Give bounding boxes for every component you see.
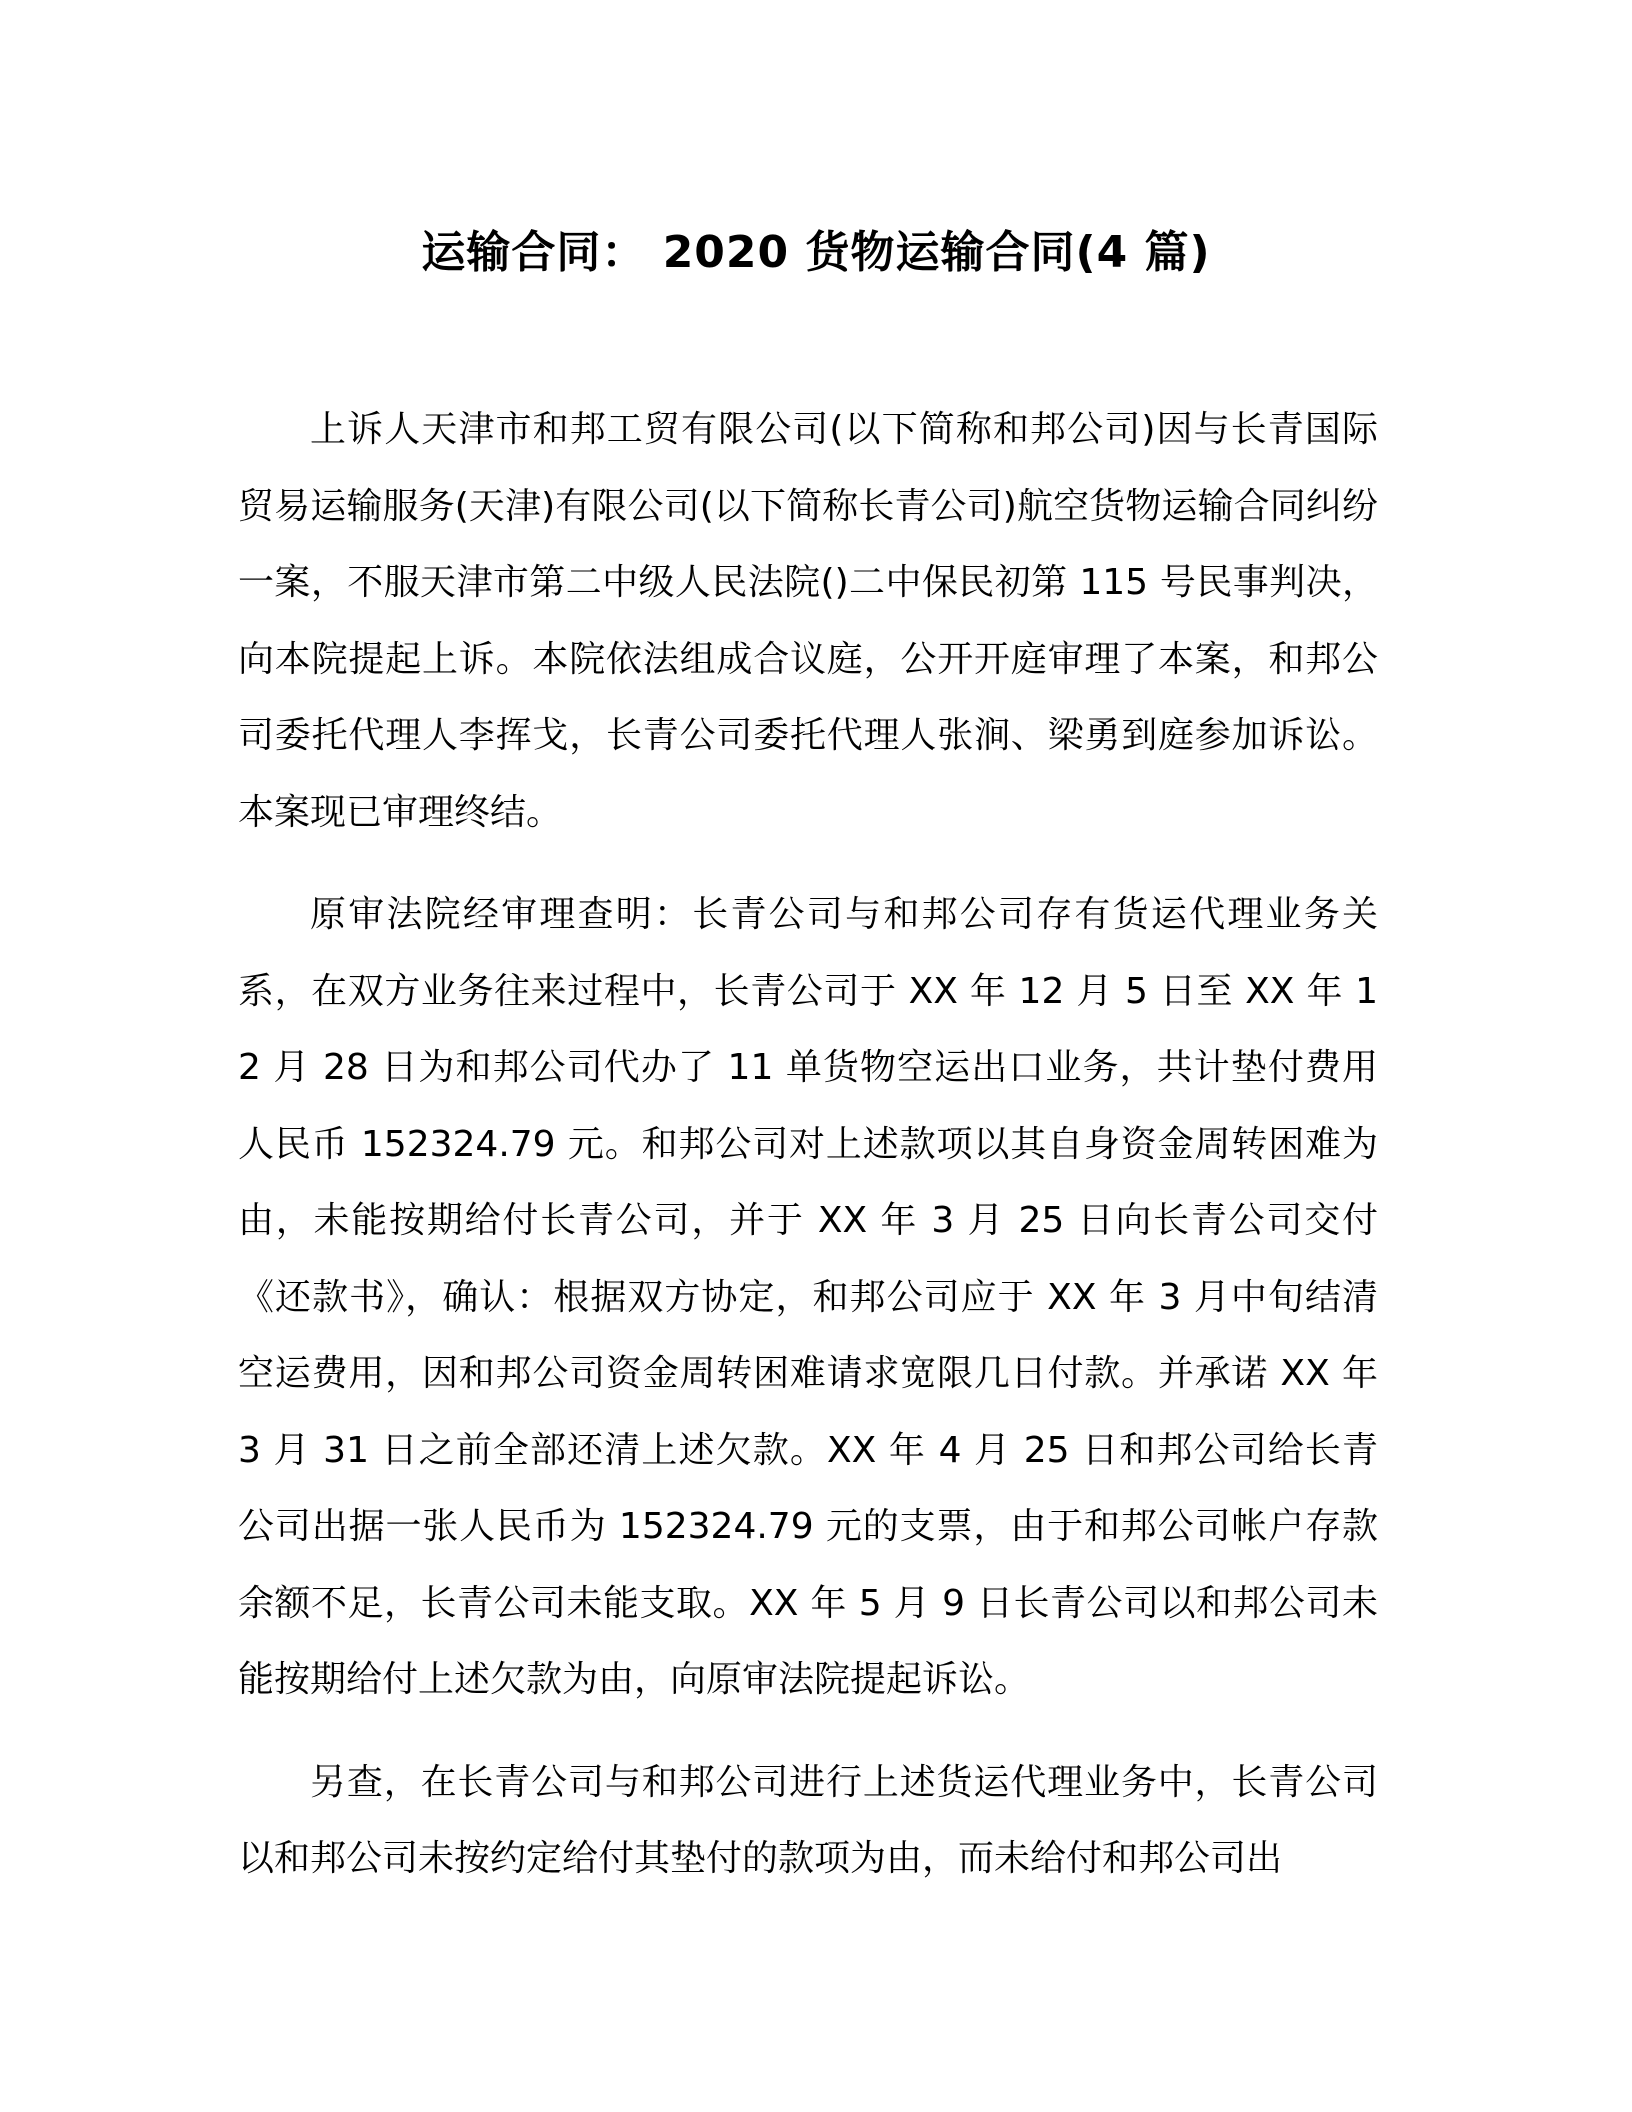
document-body	[238, 392, 1378, 1924]
page-title: 运输合同： 2020 货物运输合同(4 篇)	[421, 227, 1211, 278]
paragraph-facts: 原审法院经审理查明：长青公司与和邦公司存有货运代理业务关系，在双方业务往来过程中，长青公司于 XX 年 12 月 5 日至 XX 年 12 月 28 日为和邦公司代办了 11 单货物空运出口业务，共计垫付费用人民币 152324.79 元。和邦公司对上述款项以其自身资金周转困难为由，未能按期给付长青公司，并于 XX 年 3 月 25 日向长青公司交付《还款书》，确认：根据双方协定，和邦公司应于 XX 年 3 月中旬结清空运费用，因和邦公司资金周转困难请求宽限几日付款。并承诺 XX 年 3 月 31 日之前全部还清上述欠款。XX 年 4 月 25 日和邦公司给长青公司出据一张人民币为 152324.79 元的支票，由于和邦公司帐户存款余额不足，长青公司未能支取。XX 年 5 月 9 日长青公司以和邦公司未能按期给付上述欠款为由，向原审法院提起诉讼。	[238, 894, 1378, 1700]
paragraph-appeal: 上诉人天津市和邦工贸有限公司(以下简称和邦公司)因与长青国际贸易运输服务(天津)有限公司(以下简称长青公司)航空货物运输合同纠纷一案，不服天津市第二中级人民法院()二中保民初第 115 号民事判决，向本院提起上诉。本院依法组成合议庭，公开开庭审理了本案，和邦公司委托代理人李挥戈，长青公司委托代理人张涧、梁勇到庭参加诉讼。本案现已审理终结。	[238, 409, 1378, 833]
paragraph-additional-findings: 另查，在长青公司与和邦公司进行上述货运代理业务中，长青公司以和邦公司未按约定给付其垫付的款项为由，而未给付和邦公司出	[238, 1761, 1378, 1879]
